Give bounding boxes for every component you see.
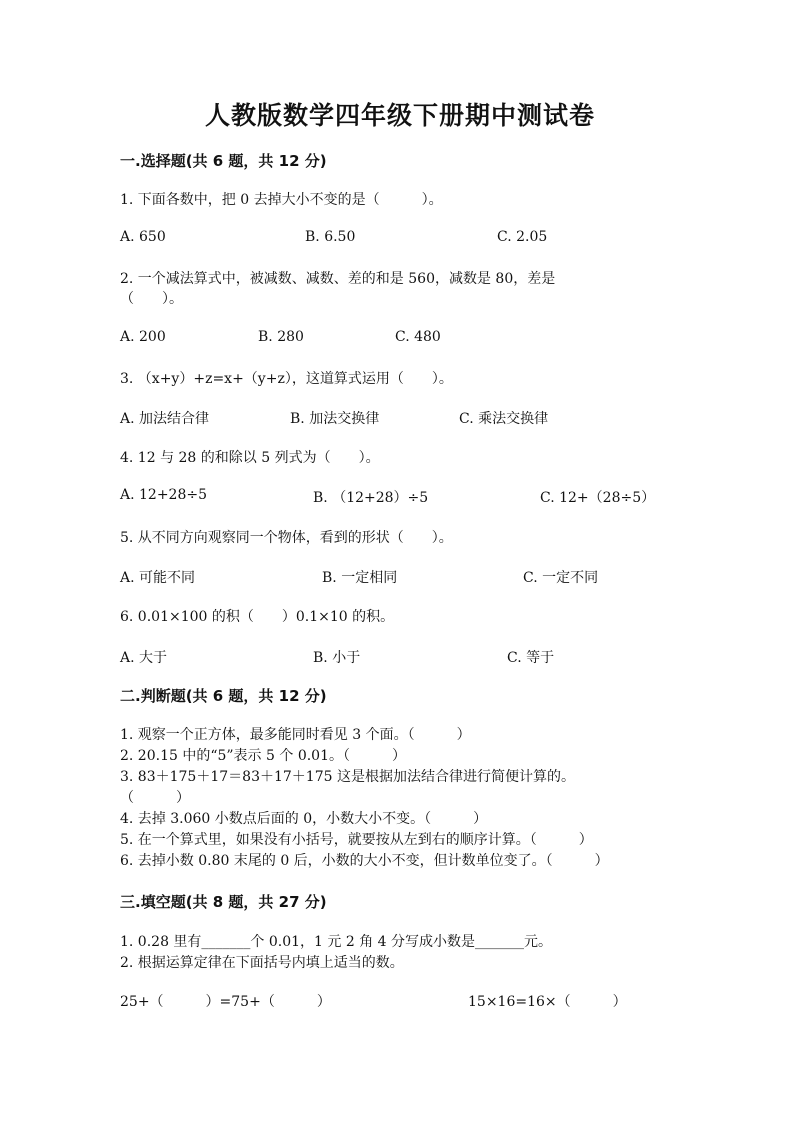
section-heading-fill-blank: 三.填空题(共 8 题，共 27 分): [120, 893, 327, 911]
option-a: A. 可能不同: [120, 570, 196, 586]
question-stem: 6. 0.01×100 的积（ ）0.1×10 的积。: [120, 609, 395, 625]
question-stem: 3. （x+y）+z=x+（y+z），这道算式运用（ ）。: [120, 371, 453, 387]
section-heading-judgement: 二.判断题(共 6 题，共 12 分): [120, 687, 327, 705]
option-c: C. 乘法交换律: [459, 411, 549, 427]
option-b: B. 加法交换律: [290, 411, 380, 427]
question-stem: 5. 从不同方向观察同一个物体，看到的形状（ ）。: [120, 530, 453, 546]
option-a: A. 12+28÷5: [120, 487, 208, 503]
statement-line: 2. 20.15 中的“5”表示 5 个 0.01。（ ）: [120, 748, 406, 764]
option-c: C. 等于: [507, 650, 555, 666]
option-a: A. 650: [120, 229, 166, 245]
statement-line: 3. 83＋175＋17＝83＋17＋175 这是根据加法结合律进行简便计算的。: [120, 769, 575, 785]
option-c: C. 480: [395, 329, 441, 345]
fill-blank-line: 2. 根据运算定律在下面括号内填上适当的数。: [120, 955, 404, 971]
question-stem: 4. 12 与 28 的和除以 5 列式为（ ）。: [120, 450, 380, 466]
option-b: B. 280: [258, 329, 304, 345]
statement-line: （ ）: [120, 790, 190, 806]
statement-line: 6. 去掉小数 0.80 末尾的 0 后，小数的大小不变，但计数单位变了。（ ）: [120, 853, 609, 869]
option-a: A. 加法结合律: [120, 411, 210, 427]
statement-line: 5. 在一个算式里，如果没有小括号，就要按从左到右的顺序计算。（ ）: [120, 832, 593, 848]
page-title: 人教版数学四年级下册期中测试卷: [204, 101, 595, 130]
option-b: B. 一定相同: [322, 570, 398, 586]
question-stem: 2. 一个减法算式中，被减数、减数、差的和是 560，减数是 80，差是: [120, 271, 556, 287]
option-b: B. 6.50: [305, 229, 356, 245]
expression: 25+（ ）=75+（ ）: [120, 994, 331, 1010]
option-a: A. 200: [120, 329, 166, 345]
fill-blank-line: 1. 0.28 里有_______个 0.01，1 元 2 角 4 分写成小数是_______元。: [120, 934, 553, 950]
question-stem-continued: （ ）。: [120, 291, 183, 307]
question-stem: 1. 下面各数中，把 0 去掉大小不变的是（ ）。: [120, 192, 443, 208]
statement-line: 1. 观察一个正方体，最多能同时看见 3 个面。（ ）: [120, 727, 471, 743]
section-heading-choice: 一.选择题(共 6 题，共 12 分): [120, 152, 327, 170]
expression: 15×16=16×（ ）: [468, 994, 627, 1010]
option-c: C. 一定不同: [523, 570, 599, 586]
statement-line: 4. 去掉 3.060 小数点后面的 0，小数大小不变。（ ）: [120, 811, 488, 827]
option-c: C. 2.05: [497, 229, 548, 245]
option-b: B. 小于: [313, 650, 361, 666]
option-b: B. （12+28）÷5: [313, 490, 429, 506]
option-c: C. 12+（28÷5）: [540, 490, 656, 506]
option-a: A. 大于: [120, 650, 168, 666]
